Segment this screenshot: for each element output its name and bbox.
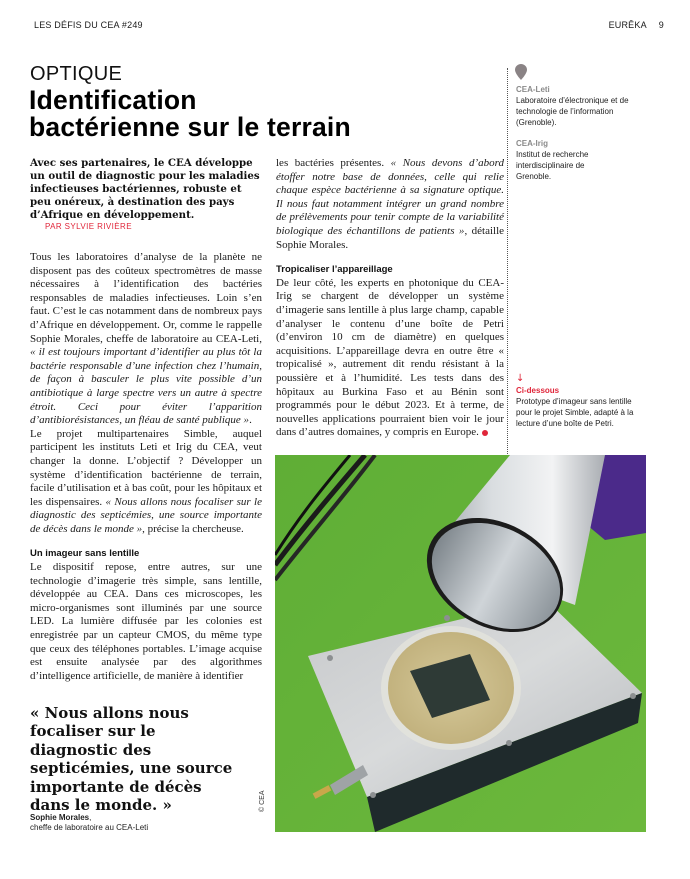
article-lede: Avec ses partenaires, le CEA développe un outil de diagnostic pour les maladies infectieuses bactériennes, robuste et peu onéreux, à destination des pays d’Afrique en développement. xyxy=(30,157,260,221)
quote: « il est toujours important d’identifier au plus tôt la bactérie responsable d’une infection chez l’humain, de façon à basculer le plus vite possible d’un antibiotique à large spectre vers un autre à spectre étroit. Ceci pour éviter l’apparition d’antibiorésistances, un fléau de santé publique » xyxy=(30,346,262,427)
caption-text: Prototype d’imageur sans lentille pour le projet Simble, adapté à la lecture d’une boîte de Petri. xyxy=(516,397,634,428)
text: , précise la chercheuse. xyxy=(142,522,244,535)
caption-label: Ci-dessous xyxy=(516,386,560,395)
pull-quote: « Nous allons nous focaliser sur le diagnostic des septicémies, une source importante de décès dans le monde. » xyxy=(30,704,233,815)
article-title xyxy=(29,87,499,141)
sidebar-entry-text: Institut de recherche interdisciplinaire de Grenoble. xyxy=(516,150,589,181)
subhead: Tropicaliser l’appareillage xyxy=(276,264,393,276)
quote: « Nous devons d’abord étoffer notre base de données, celle qui relie chaque espèce bactérienne à sa signature optique. Il nous faut notamment intégrer un grand nombre de prélèvements pour tenir compte de la variabilité biologique des échantillons de patients » xyxy=(276,157,504,237)
text: Tous les laboratoires d’analyse de la planète ne disposent pas des coûteux spectromètres de masse nécessaires à l’identification des bactéries responsables de maladies infectieuses. Loin s’en faut. C’est le cas notamment dans de nombreux pays d’Afrique en développement. Or, comme le rappelle Sophie Morales, cheffe de laboratoire au CEA-Leti, xyxy=(30,251,262,345)
page-number: 9 xyxy=(658,20,664,30)
sidebar-entry-text: Laboratoire d’électronique et de technologie de l’information (Grenoble). xyxy=(516,96,629,127)
title-line-2: bactérienne sur le terrain xyxy=(29,112,351,142)
body-column-2 xyxy=(276,157,504,440)
text: . xyxy=(249,414,252,427)
paragraph xyxy=(276,157,504,252)
article-kicker: OPTIQUE xyxy=(30,63,123,85)
arrow-down-icon: ↓ xyxy=(516,373,525,384)
sidebar-entry-irig xyxy=(516,138,676,182)
pull-quote-attribution: Sophie Morales, cheffe de laboratoire au CEA-Leti xyxy=(30,813,149,832)
photo-caption xyxy=(516,385,676,429)
paragraph xyxy=(30,251,262,428)
body-column-1 xyxy=(30,251,262,683)
subhead: Un imageur sans lentille xyxy=(30,548,140,560)
paragraph xyxy=(276,277,504,440)
prototype-photo xyxy=(275,455,646,832)
paragraph: Le dispositif repose, entre autres, sur une technologie d’imagerie très simple, sans lentille, développée au CEA. Dans ces microscopes, les micro-organismes sont illuminés par une source LED. La lumière diffusée par les colonies est enregistrée par un capteur CMOS, du même type que ceux des téléphones portables. L’image acquise est ensuite analysée par des algorithmes d’intelligence artificielle, de manière à identifier xyxy=(30,561,262,682)
end-mark-icon xyxy=(482,430,488,436)
sidebar-divider xyxy=(507,68,508,458)
text: De leur côté, les experts en photonique du CEA-Irig se chargent de développer un système d’imagerie sans lentille à plus large champ, capable d’analyser le contenu d’une boîte de Petri (d’environ 10 cm de diamètre) en quelques acquisitions. L’appareillage devra en outre être « tropicalisé », autrement dit rendu résistant à la poussière et à l’humidité. Les tests dans des hôpitaux au Burkina Faso et au Bénin sont programmés pour le début 2023. Et à terme, de nouvelles applications pourraient bien voir le jour dans d’autres domaines, y compris en Europe. xyxy=(276,276,504,439)
quote-author-name: Sophie Morales xyxy=(30,813,90,822)
sidebar-entry-label: CEA-Leti xyxy=(516,85,550,94)
page-header-right xyxy=(609,20,664,30)
sidebar-entry-leti xyxy=(516,84,676,128)
byline: PAR SYLVIE RIVIÈRE xyxy=(45,222,132,231)
section-label: EURÊKA xyxy=(608,20,647,30)
sidebar-entry-label: CEA-Irig xyxy=(516,139,548,148)
quote-author-title: cheffe de laboratoire au CEA-Leti xyxy=(30,823,149,832)
quote: « Nous allons nous focaliser sur le diagnostic des septicémies, une source importante de décès dans le monde » xyxy=(30,495,262,535)
title-line-1: Identification xyxy=(29,85,197,115)
text: Le projet multipartenaires Simble, auquel participent les instituts Leti et Irig du CEA, veut changer la donne. L’objectif ? Développer un système d’identification bactérienne de terrain, facile d’utilisation et à bas coût, pour les hôpitaux et les dispensaires. xyxy=(30,427,262,508)
text: les bactéries présentes. xyxy=(276,157,391,169)
location-pin-icon xyxy=(515,64,527,80)
magazine-issue-label: LES DÉFIS DU CEA #249 xyxy=(34,20,143,30)
photo-credit: © CEA xyxy=(259,790,266,812)
text: , détaille Sophie Morales. xyxy=(276,224,505,251)
paragraph xyxy=(30,428,262,537)
